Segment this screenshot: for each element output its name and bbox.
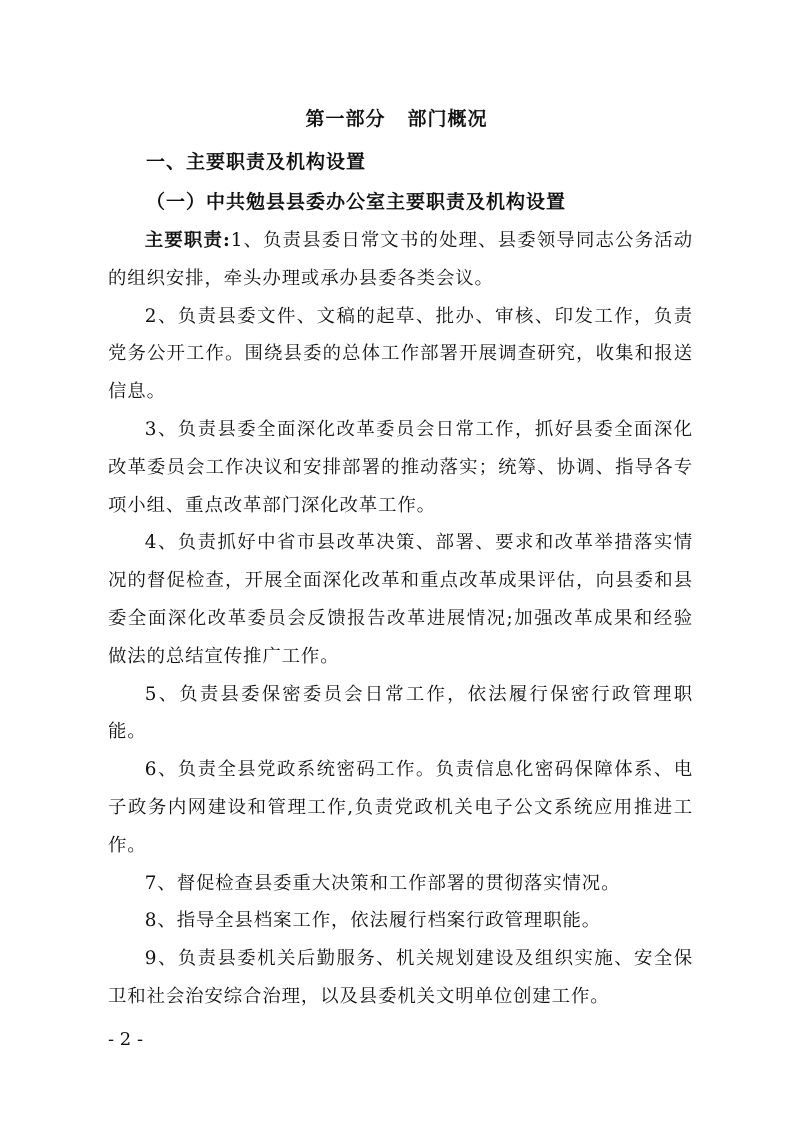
- part-title-left: 第一部分: [305, 108, 386, 130]
- paragraph-text: 1、负责县委日常文书的处理、县委领导同志公务活动的组织安排，牵头办理或承办县委各类会议。: [108, 230, 693, 289]
- part-title-right: 部门概况: [407, 108, 488, 130]
- paragraph-8: 8、指导全县档案工作，依法履行档案行政管理职能。: [144, 910, 602, 932]
- page-number: - 2 -: [108, 1029, 144, 1050]
- paragraph-4: 4、负责抓好中省市县改革决策、部署、要求和改革举措落实情况的督促检查，开展全面深化改革和重点改革成果评估，向县委和县委全面深化改革委员会反馈报告改革进展情况;加强改革成果和经验做法的总结宣传推广工作。: [108, 532, 693, 667]
- paragraph-5: 5、负责县委保密委员会日常工作，依法履行保密行政管理职能。: [108, 683, 693, 743]
- paragraph-6: 6、负责全县党政系统密码工作。负责信息化密码保障体系、电子政务内网建设和管理工作,负责党政机关电子公文系统应用推进工作。: [108, 759, 693, 856]
- part-title: [0, 104, 793, 131]
- paragraph-1: [108, 222, 693, 298]
- paragraph-7: 7、督促检查县委重大决策和工作部署的贯彻落实情况。: [144, 872, 621, 894]
- section-heading: 一、主要职责及机构设置: [146, 151, 367, 173]
- body-text: [108, 222, 693, 1016]
- paragraph-9: 9、负责县委机关后勤服务、机关规划建设及组织实施、安全保卫和社会治安综合治理，以及县委机关文明单位创建工作。: [108, 948, 693, 1007]
- paragraph-2: 2、负责县委文件、文稿的起草、批办、审核、印发工作，负责党务公开工作。围绕县委的总体工作部署开展调查研究，收集和报送信息。: [108, 305, 693, 403]
- paragraph-3: 3、负责县委全面深化改革委员会日常工作，抓好县委全面深化改革委员会工作决议和安排部署的推动落实；统筹、协调、指导各专项小组、重点改革部门深化改革工作。: [108, 418, 693, 516]
- intro-label: 主要职责:: [144, 230, 231, 251]
- subsection-heading: （一）中共勉县县委办公室主要职责及机构设置: [146, 191, 567, 213]
